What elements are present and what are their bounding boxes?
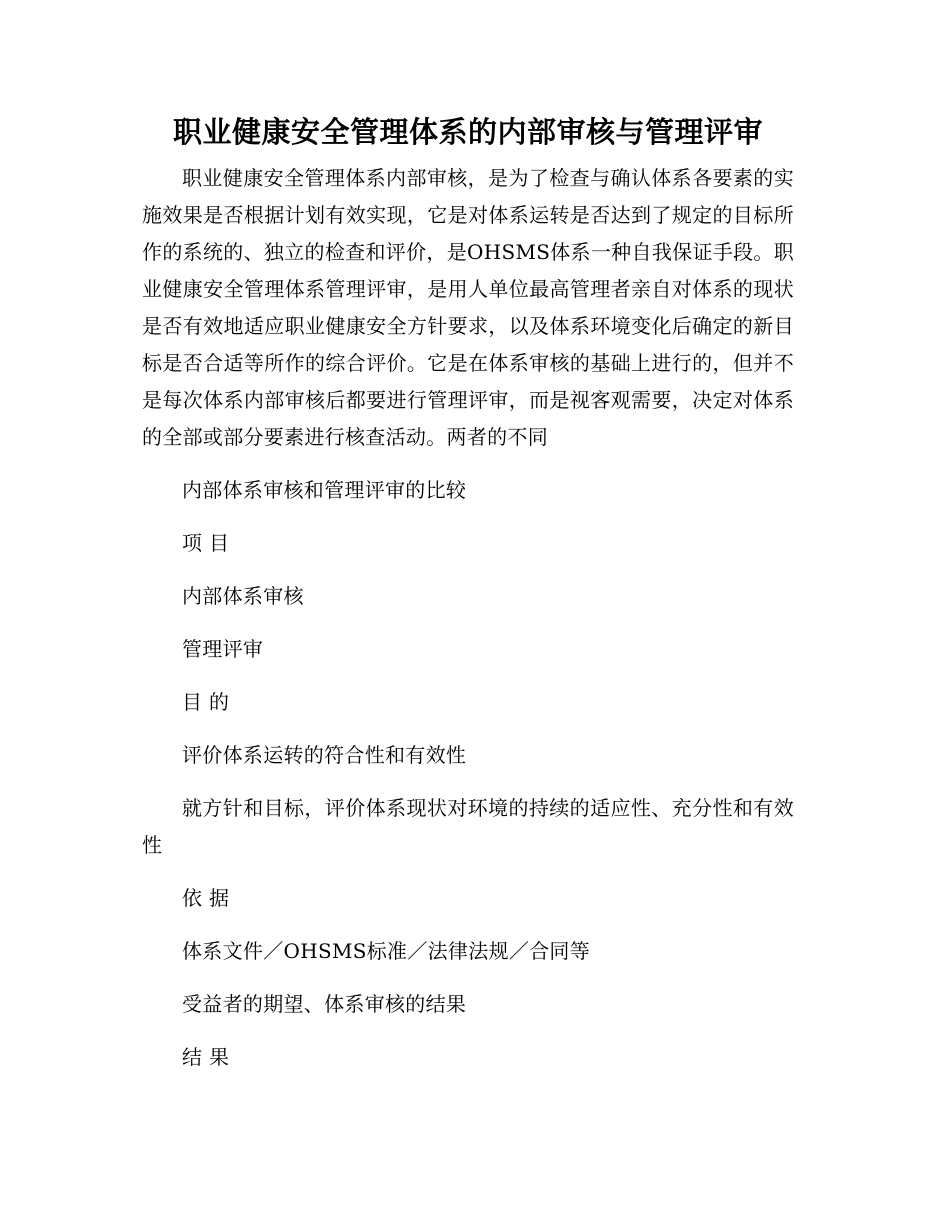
review-basis-text: 受益者的期望、体系审核的结果 xyxy=(182,992,467,1016)
management-review-label: 管理评审 xyxy=(182,637,264,661)
item-label: 项 目 xyxy=(182,531,230,555)
comparison-heading: 内部体系审核和管理评审的比较 xyxy=(182,478,467,502)
audit-basis-text: 体系文件／OHSMS标准／法律法规／合同等 xyxy=(182,939,591,963)
result-label: 结 果 xyxy=(182,1045,230,1069)
document-title: 职业健康安全管理体系的内部审核与管理评审 xyxy=(172,115,763,149)
purpose-label: 目 的 xyxy=(182,690,230,714)
review-purpose-text: 就方针和目标，评价体系现状对环境的持续的适应性、充分性和有效性 xyxy=(142,796,794,857)
internal-audit-label: 内部体系审核 xyxy=(182,584,304,608)
audit-purpose-text: 评价体系运转的符合性和有效性 xyxy=(182,743,467,767)
basis-label: 依 据 xyxy=(182,886,230,910)
intro-paragraph: 职业健康安全管理体系内部审核，是为了检查与确认体系各要素的实施效果是否根据计划有效实现，它是对体系运转是否达到了规定的目标所作的系统的、独立的检查和评价，是OHSMS体系一种自我保证手段。职业健康安全管理体系管理评审，是用人单位最高管理者亲自对体系的现状是否有效地适应职业健康安全方针要求，以及体系环境变化后确定的新目标是否合适等所作的综合评价。它是在体系审核的基础上进行的，但并不是每次体系内部审核后都要进行管理评审，而是视客观需要，决定对体系的全部或部分要素进行核查活动。两者的不同 xyxy=(142,166,794,449)
document-page xyxy=(142,112,794,1076)
